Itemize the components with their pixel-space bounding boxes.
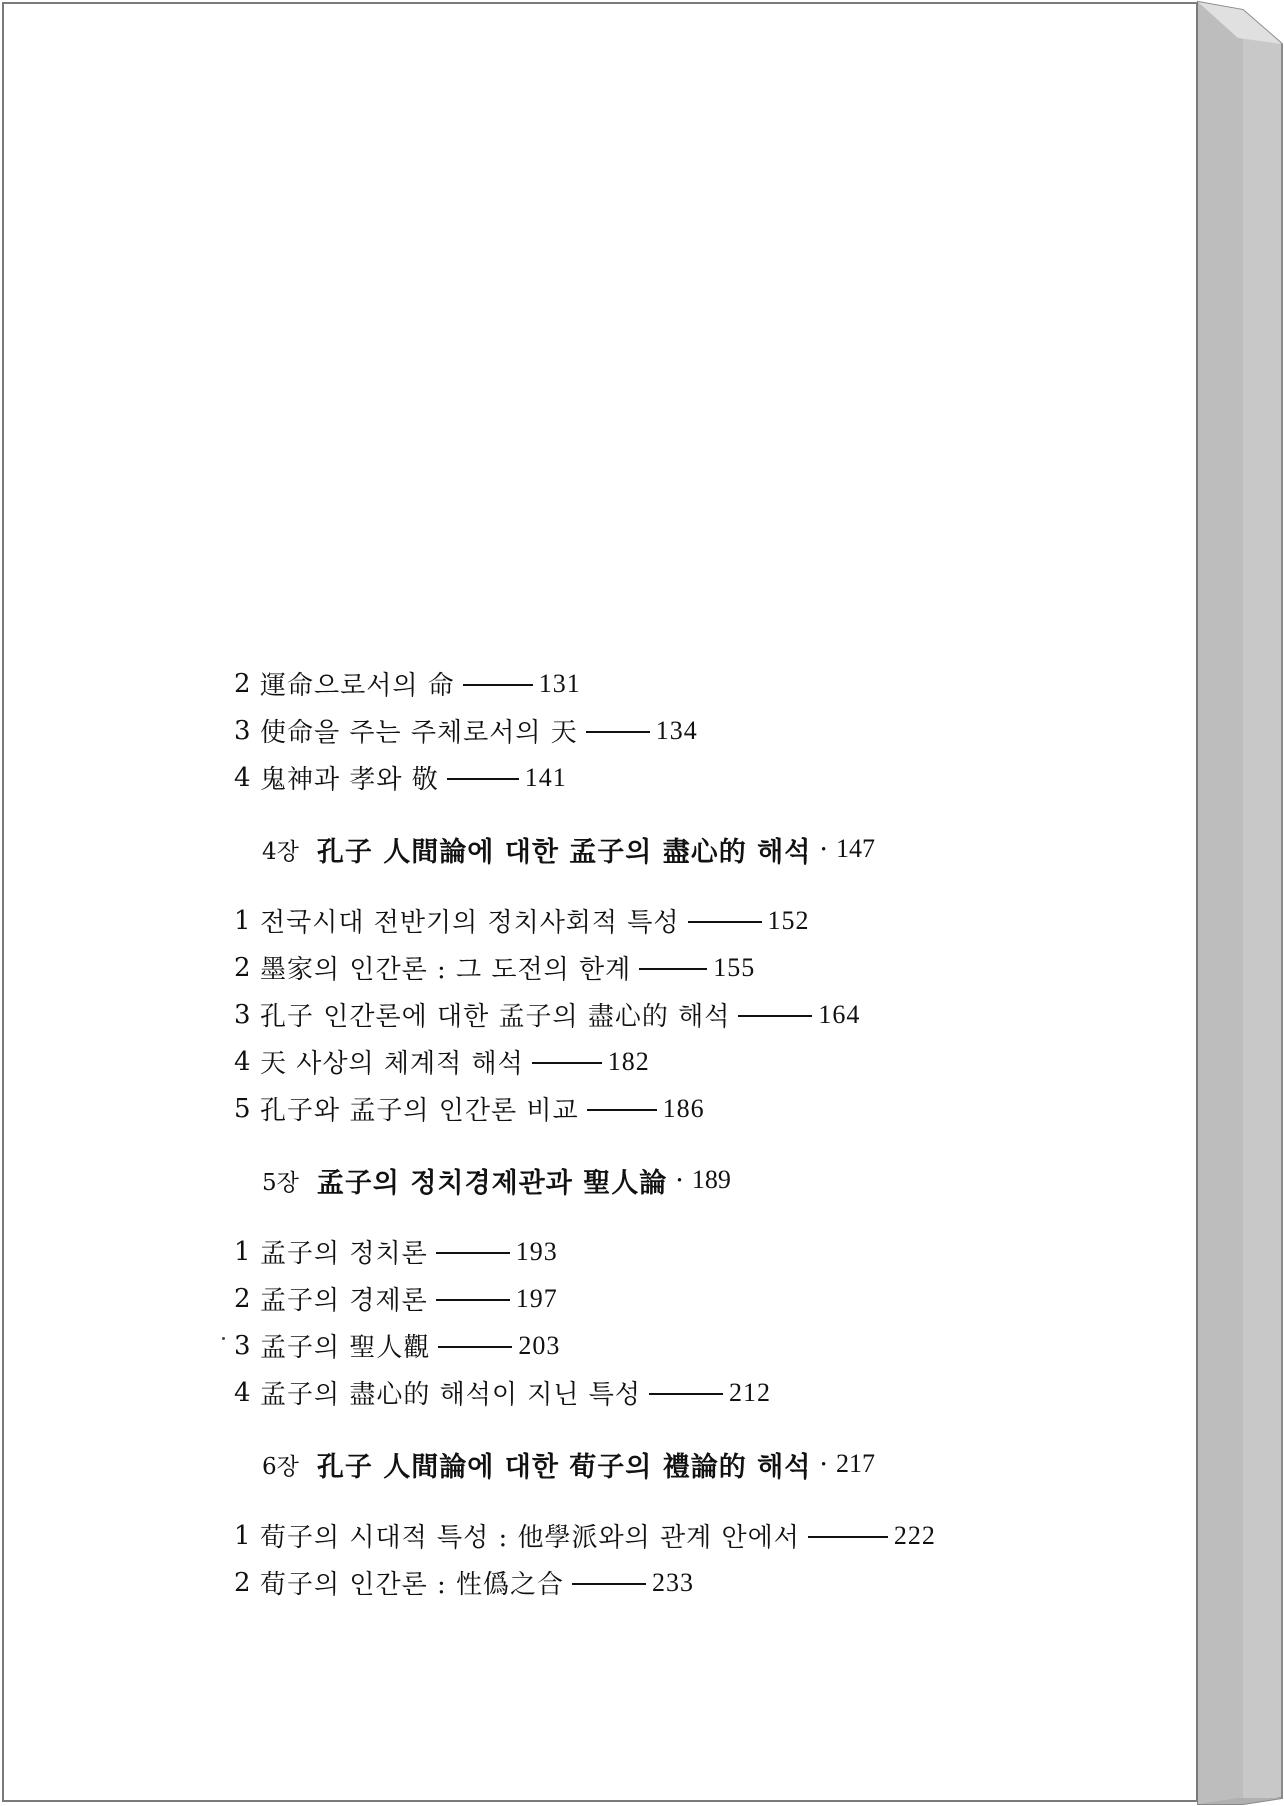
section-page-number: 203 bbox=[518, 1330, 561, 1360]
chapter-separator-dot: · bbox=[819, 833, 828, 865]
leader-line bbox=[587, 1109, 657, 1111]
leader-line bbox=[532, 1062, 602, 1064]
toc-entry bbox=[234, 991, 1134, 1038]
toc-entry bbox=[234, 1369, 1134, 1416]
toc-entry bbox=[234, 1275, 1134, 1322]
leader-line bbox=[738, 1015, 812, 1017]
leader-line bbox=[438, 1346, 512, 1348]
section-number: 2 bbox=[234, 1283, 252, 1314]
section-number: 3 bbox=[234, 715, 252, 746]
section-title: 孔子 인간론에 대한 孟子의 盡心的 해석 bbox=[260, 1002, 731, 1032]
section-title: 天 사상의 체계적 해석 bbox=[260, 1049, 524, 1079]
section-page-number: 212 bbox=[729, 1377, 771, 1407]
section-page-number: 182 bbox=[607, 1046, 650, 1076]
toc-entry bbox=[234, 707, 1134, 754]
section-page-number: 155 bbox=[713, 952, 756, 982]
section-number: 2 bbox=[234, 952, 252, 983]
chapter-label: 4장 bbox=[262, 838, 299, 865]
section-title: 孟子의 정치론 bbox=[260, 1239, 428, 1269]
section-title: 孔子와 孟子의 인간론 비교 bbox=[260, 1096, 579, 1126]
section-page-number: 134 bbox=[655, 715, 698, 745]
toc-entry bbox=[234, 660, 1134, 707]
section-title: 運命으로서의 命 bbox=[260, 671, 455, 701]
section-title: 荀子의 시대적 특성 : 他學派와의 관계 안에서 bbox=[260, 1523, 800, 1553]
leader-line bbox=[688, 921, 762, 923]
section-page-number: 152 bbox=[767, 905, 810, 935]
toc-entry bbox=[234, 1322, 1134, 1369]
section-page-number: 233 bbox=[652, 1567, 695, 1597]
page-speck bbox=[222, 1337, 225, 1340]
section-number: 4 bbox=[234, 762, 252, 793]
section-page-number: 197 bbox=[515, 1283, 558, 1313]
section-number: 5 bbox=[234, 1093, 252, 1124]
section-page-number: 193 bbox=[515, 1236, 558, 1266]
section-title: 鬼神과 孝와 敬 bbox=[260, 765, 439, 795]
section-page-number: 141 bbox=[524, 762, 567, 792]
toc-entry bbox=[234, 754, 1134, 801]
section-number: 4 bbox=[234, 1046, 252, 1077]
leader-line bbox=[436, 1252, 510, 1254]
chapter-heading bbox=[262, 1440, 1134, 1488]
section-number: 1 bbox=[234, 1236, 252, 1267]
toc-entry bbox=[234, 1085, 1134, 1132]
toc-entry bbox=[234, 944, 1134, 991]
chapter-page-number: 147 bbox=[835, 834, 875, 863]
section-number: 1 bbox=[234, 905, 252, 936]
toc-entry bbox=[234, 1038, 1134, 1085]
section-page-number: 222 bbox=[893, 1520, 936, 1550]
chapter-label: 5장 bbox=[262, 1169, 299, 1196]
section-title: 墨家의 인간론 : 그 도전의 한계 bbox=[260, 955, 632, 985]
chapter-heading bbox=[262, 825, 1134, 873]
chapter-page-number: 217 bbox=[835, 1449, 875, 1478]
section-number: 4 bbox=[234, 1377, 252, 1408]
chapter-title: 孟子의 정치경제관과 聖人論 bbox=[316, 1167, 668, 1199]
chapter-separator-dot: · bbox=[675, 1164, 684, 1196]
section-title: 使命을 주는 주체로서의 天 bbox=[260, 718, 578, 748]
leader-line bbox=[808, 1536, 888, 1538]
section-number: 3 bbox=[234, 999, 252, 1030]
section-number: 2 bbox=[234, 1567, 252, 1598]
chapter-heading bbox=[262, 1156, 1134, 1204]
section-page-number: 186 bbox=[662, 1093, 705, 1123]
chapter-label: 6장 bbox=[262, 1453, 299, 1480]
section-title: 孟子의 경제론 bbox=[260, 1286, 428, 1316]
chapter-title: 孔子 人間論에 대한 孟子의 盡心的 해석 bbox=[316, 836, 812, 868]
table-of-contents bbox=[234, 660, 1134, 1606]
section-title: 孟子의 聖人觀 bbox=[260, 1333, 431, 1363]
section-page-number: 131 bbox=[538, 668, 581, 698]
section-title: 荀子의 인간론 : 性僞之合 bbox=[260, 1570, 565, 1600]
chapter-title: 孔子 人間論에 대한 荀子의 禮論的 해석 bbox=[316, 1451, 812, 1483]
chapter-page-number: 189 bbox=[691, 1165, 731, 1194]
section-number: 2 bbox=[234, 668, 252, 699]
section-title: 孟子의 盡心的 해석이 지닌 특성 bbox=[260, 1380, 641, 1410]
toc-entry bbox=[234, 897, 1134, 944]
section-title: 전국시대 전반기의 정치사회적 특성 bbox=[260, 908, 680, 938]
section-number: 1 bbox=[234, 1520, 252, 1551]
leader-line bbox=[436, 1299, 510, 1301]
section-number: 3 bbox=[234, 1330, 252, 1361]
leader-line bbox=[447, 778, 519, 780]
section-page-number: 164 bbox=[818, 999, 861, 1029]
leader-line bbox=[586, 731, 650, 733]
leader-line bbox=[463, 684, 533, 686]
chapter-separator-dot: · bbox=[819, 1448, 828, 1480]
toc-entry bbox=[234, 1559, 1134, 1606]
leader-line bbox=[649, 1393, 723, 1395]
leader-line bbox=[639, 968, 707, 970]
toc-entry bbox=[234, 1228, 1134, 1275]
toc-entry bbox=[234, 1512, 1134, 1559]
leader-line bbox=[572, 1583, 646, 1585]
